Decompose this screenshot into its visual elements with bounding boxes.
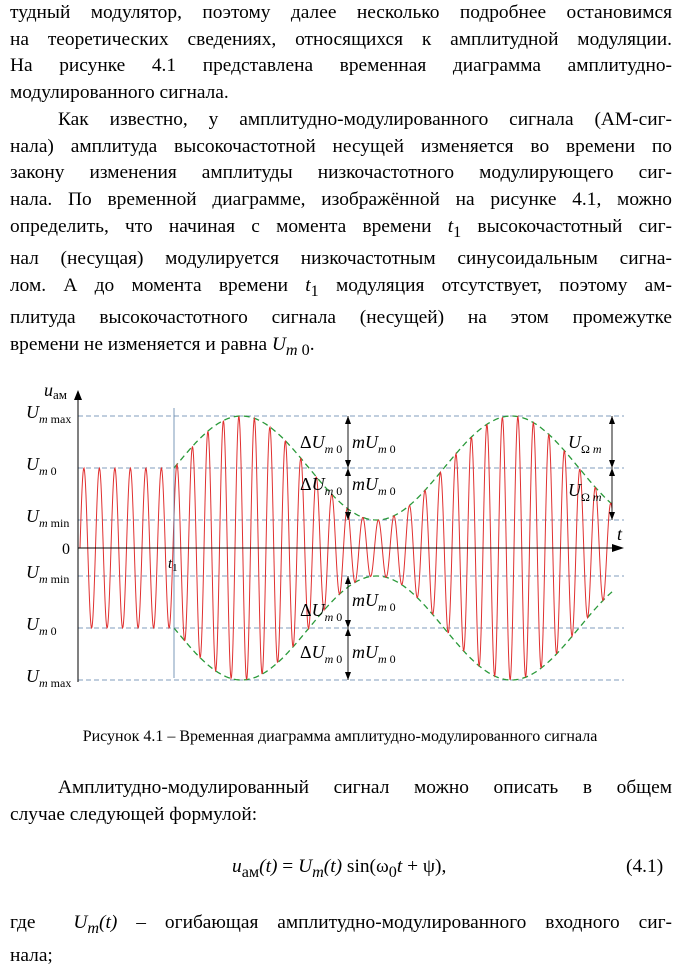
level-label: $U_m$ min xyxy=(26,506,70,530)
level-label: $U_m$ 0 xyxy=(26,454,57,478)
arrow-head xyxy=(345,416,351,424)
text-fragment: модуляция отсутствует, поэтому ам- xyxy=(318,274,673,296)
eq-symbol: t xyxy=(396,856,403,877)
eq-sign: = xyxy=(277,856,299,877)
arrow-head xyxy=(345,468,351,476)
text-line: плитуда высокочастотного сигнала (несущей) на этом промежутке xyxy=(10,307,672,329)
m-u-label: $mU_m$ 0 xyxy=(352,642,396,666)
symbol-sub: 0 xyxy=(301,342,310,360)
text-line: на теоретических сведениях, относящихся к амплитудной модуляции. xyxy=(10,28,672,50)
text-fragment: где xyxy=(10,912,74,933)
delta-u-label: $\Delta U_m$ 0 xyxy=(300,432,343,456)
text-line: Как известно, у амплитудно-модулированного сигнала (АМ-сиг- xyxy=(58,108,672,130)
x-axis-arrow xyxy=(612,544,624,552)
text-fragment: – огибающая амплитудно-модулированного входного сиг- xyxy=(117,912,672,933)
zero-label: 0 xyxy=(62,541,70,558)
delta-u-label: $\Delta U_m$ 0 xyxy=(300,642,343,666)
eq-func: sin(ω xyxy=(342,856,389,877)
page-body xyxy=(10,0,672,365)
symbol-arg: (t) xyxy=(99,912,118,933)
u-omega-label: $U_\Omega$ m xyxy=(568,432,602,456)
x-axis-label: t xyxy=(617,524,623,544)
text-line: нал (несущая) модулируется низкочастотным синусоидальным сигна- xyxy=(10,248,672,270)
eq-arg: (t) xyxy=(323,856,343,877)
text-fragment: лом. А до момента времени xyxy=(10,274,306,296)
am-signal-diagram xyxy=(0,370,680,690)
text-line: нала. По временной диаграмме, изображённой на рисунке 4.1, можно xyxy=(10,188,672,210)
eq-rest: + ψ), xyxy=(402,856,447,877)
y-axis-label: uам xyxy=(44,380,67,402)
eq-sub: 0 xyxy=(388,863,397,881)
arrow-head xyxy=(609,460,615,468)
paragraph-2 xyxy=(10,107,672,365)
level-label: $U_m$ max xyxy=(26,666,72,690)
m-u-label: $mU_m$ 0 xyxy=(352,432,396,456)
text-line: нала; xyxy=(10,944,53,966)
symbol-U: U xyxy=(73,912,88,933)
text-line xyxy=(10,273,672,306)
symbol-t: t xyxy=(447,215,454,237)
m-u-label: $mU_m$ 0 xyxy=(352,590,396,614)
eq-arg: (t) xyxy=(259,856,278,877)
text-fragment: . xyxy=(309,334,315,356)
equation-number: (4.1) xyxy=(626,856,664,877)
eq-sub: ам xyxy=(241,863,260,881)
symbol-U: U xyxy=(271,334,286,356)
text-line: случае следующей формулой: xyxy=(10,803,258,825)
arrow-head xyxy=(345,672,351,680)
level-label: $U_m$ 0 xyxy=(26,614,57,638)
symbol-sub: 1 xyxy=(453,223,462,241)
text-fragment: времени не изменяется и равна xyxy=(10,334,272,356)
t1-label: $t_1$ xyxy=(168,556,178,574)
level-label: $U_m$ max xyxy=(26,402,72,426)
eq-symbol: u xyxy=(232,856,242,877)
delta-u-label: $\Delta U_m$ 0 xyxy=(300,600,343,624)
text-line xyxy=(10,910,672,943)
delta-u-label: $\Delta U_m$ 0 xyxy=(300,474,343,498)
text-line: тудный модулятор, поэтому далее несколько подробнее остановимся xyxy=(10,2,672,23)
m-u-label: $mU_m$ 0 xyxy=(352,474,396,498)
symbol-t: t xyxy=(305,274,311,296)
arrow-head xyxy=(609,416,615,424)
eq-sub: m xyxy=(312,863,324,881)
u-omega-label: $U_\Omega$ m xyxy=(568,480,602,504)
arrow-head xyxy=(345,620,351,628)
text-fragment: высокочастотный сиг- xyxy=(461,215,672,237)
arrow-head xyxy=(345,576,351,584)
text-line xyxy=(10,332,672,365)
text-line: На рисунке 4.1 представлена временная диаграмма амплитудно- xyxy=(10,55,672,77)
figure-caption: Рисунок 4.1 – Временная диаграмма амплитудно-модулированного сигнала xyxy=(82,728,598,745)
symbol-sub: m xyxy=(87,919,100,937)
arrow-head xyxy=(609,468,615,476)
text-fragment: определить, что начиная с момента времени xyxy=(10,215,448,237)
arrow-head xyxy=(345,460,351,468)
text-line: модулированного сигнала. xyxy=(10,82,229,104)
equation-body xyxy=(232,856,446,882)
paragraph-1 xyxy=(10,0,672,107)
arrow-head xyxy=(609,512,615,520)
text-line xyxy=(10,214,672,247)
paragraph-4 xyxy=(10,910,672,969)
arrow-head xyxy=(345,628,351,636)
y-axis-arrow xyxy=(74,390,82,400)
paragraph-3 xyxy=(10,775,672,828)
text-line: Амплитудно-модулированный сигнал можно описать в общем xyxy=(58,777,672,798)
level-label: $U_m$ min xyxy=(26,562,70,586)
text-line: закону изменения амплитуды низкочастотного модулирующего сиг- xyxy=(10,162,672,184)
text-line: нала) амплитуда высокочастотной несущей изменяется во времени по xyxy=(10,135,672,157)
symbol-sub: 1 xyxy=(310,282,319,300)
eq-symbol: U xyxy=(298,856,313,877)
symbol-sub: m xyxy=(285,342,298,360)
